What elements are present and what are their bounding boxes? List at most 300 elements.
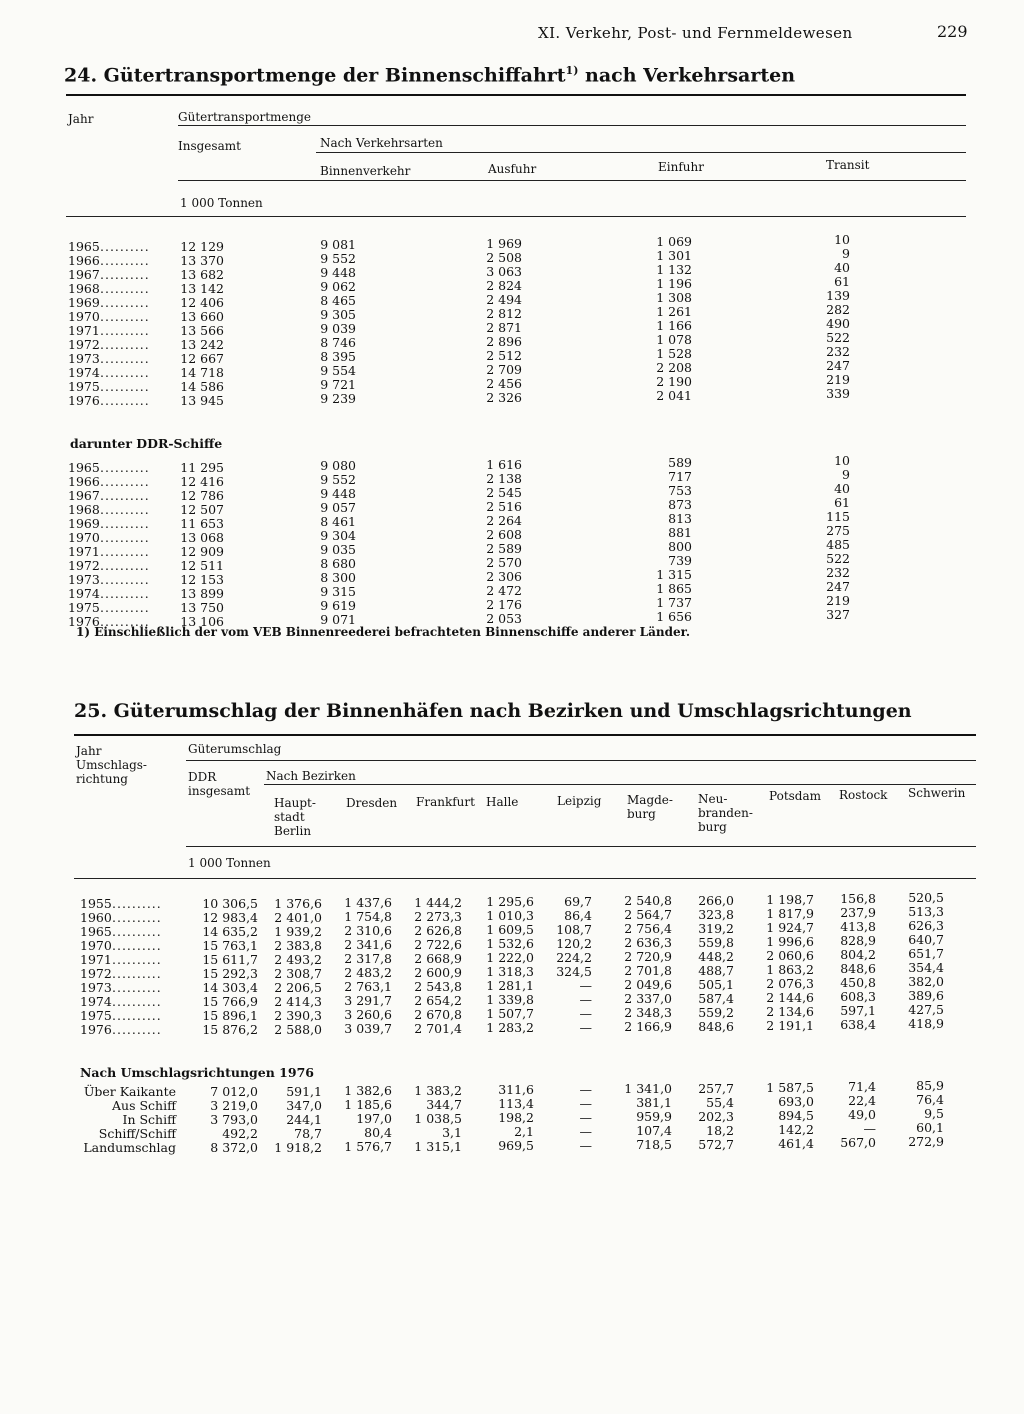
table-cell: 9,5 (924, 1106, 944, 1121)
table-cell: 22,4 (848, 1093, 876, 1108)
header-line: branden- (698, 806, 753, 820)
table-cell: 244,1 (286, 1112, 322, 1127)
table-cell: 1 969 (486, 236, 522, 251)
table-cell: 828,9 (840, 933, 876, 948)
leader-dots: .......... (100, 239, 150, 254)
row-year: 1974 (80, 994, 112, 1009)
table24-top-rule (66, 94, 966, 96)
table-cell: 3 219,0 (210, 1098, 258, 1113)
table24-group-header: Gütertransportmenge (178, 110, 312, 124)
table-cell: 120,2 (556, 936, 592, 951)
table25-group-header: Güterumschlag (188, 742, 282, 756)
table-cell: — (579, 978, 592, 993)
table-cell: 2 812 (486, 306, 522, 321)
table-cell: 2 456 (486, 376, 522, 391)
table-cell: 9 552 (320, 251, 356, 266)
table-cell: — (579, 992, 592, 1007)
table-cell: 413,8 (840, 919, 876, 934)
row-label: Schiff/Schiff (98, 1126, 176, 1141)
table-cell: 18,2 (706, 1123, 734, 1138)
table-cell: 848,6 (840, 961, 876, 976)
table-cell: 608,3 (840, 989, 876, 1004)
table-cell: 12 786 (180, 488, 224, 503)
table25-year-dir-header (76, 744, 147, 786)
table-cell: 1 315,1 (414, 1139, 462, 1154)
table-cell: 2 508 (486, 250, 522, 265)
table-cell: 461,4 (778, 1136, 814, 1151)
table-cell: 1 376,6 (274, 896, 322, 911)
table-cell: 11 653 (180, 516, 224, 531)
table-cell: 2 756,4 (624, 921, 672, 936)
table-cell: 382,0 (908, 974, 944, 989)
table-cell: 2 871 (486, 320, 522, 335)
table-cell: 2 600,9 (414, 965, 462, 980)
table-cell: 2 326 (486, 390, 522, 405)
table-cell: 2 543,8 (414, 979, 462, 994)
table-cell: 2 317,8 (344, 951, 392, 966)
table24-total-header: Insgesamt (178, 139, 241, 153)
row-year: 1974 (68, 586, 100, 601)
table-cell: 2 589 (486, 541, 522, 556)
leader-dots: .......... (112, 952, 162, 967)
table-cell: 2 191,1 (766, 1018, 814, 1033)
table25-subgroup-rule (264, 784, 976, 785)
leader-dots: .......... (100, 253, 150, 268)
table-cell: 9 552 (320, 472, 356, 487)
table24-title-main: 24. Gütertransportmenge der Binnenschiffahrt (64, 64, 566, 87)
table-cell: 1 038,5 (414, 1111, 462, 1126)
table-cell: 873 (668, 497, 692, 512)
table-cell: 1 865 (656, 581, 692, 596)
table-cell: 591,1 (286, 1084, 322, 1099)
table-cell: 3 793,0 (210, 1112, 258, 1127)
table-cell: 2 540,8 (624, 893, 672, 908)
table-cell: 597,1 (840, 1003, 876, 1018)
table-cell: 969,5 (498, 1138, 534, 1153)
row-year: 1970 (68, 530, 100, 545)
table-cell: 55,4 (706, 1095, 734, 1110)
table24-cols-rule (178, 180, 966, 181)
table-cell: 2 144,6 (766, 990, 814, 1005)
table-cell: 13 899 (180, 586, 224, 601)
table-cell: 2 570 (486, 555, 522, 570)
table-cell: 113,4 (498, 1096, 534, 1111)
table-cell: 1 996,6 (766, 934, 814, 949)
table-cell: 1 078 (656, 332, 692, 347)
table-cell: 3 260,6 (344, 1007, 392, 1022)
table-cell: 1 737 (656, 595, 692, 610)
table-cell: 2 390,3 (274, 1008, 322, 1023)
table-cell: 156,8 (840, 891, 876, 906)
table25-col-header (486, 795, 518, 809)
table-cell: 9 071 (320, 612, 356, 627)
leader-dots: .......... (100, 365, 150, 380)
table-cell: 12 909 (180, 544, 224, 559)
table-cell: 9 448 (320, 265, 356, 280)
table25-col-header (346, 796, 397, 810)
leader-dots: .......... (100, 530, 150, 545)
table-cell: 505,1 (698, 977, 734, 992)
table-cell: 13 945 (180, 393, 224, 408)
table-cell: 2 166,9 (624, 1019, 672, 1034)
table-cell: 266,0 (698, 893, 734, 908)
row-year: 1960 (80, 910, 112, 925)
table-cell: 1 939,2 (274, 924, 322, 939)
table-cell: 76,4 (916, 1092, 944, 1107)
table-cell: 9 (842, 467, 850, 482)
table24-subsection-label: darunter DDR-Schiffe (70, 436, 223, 451)
table-cell: 813 (668, 511, 692, 526)
table25-subgroup-header: Nach Bezirken (266, 769, 356, 783)
row-year: 1969 (68, 516, 100, 531)
table-cell: 2 306 (486, 569, 522, 584)
table-cell: 71,4 (848, 1079, 876, 1094)
table-cell: 2 494 (486, 292, 522, 307)
table-cell: 198,2 (498, 1110, 534, 1125)
table-cell: 1 069 (656, 234, 692, 249)
table-cell: 2 414,3 (274, 994, 322, 1009)
table-cell: 848,6 (698, 1019, 734, 1034)
table-cell: 1 437,6 (344, 895, 392, 910)
table24-col-transit: Transit (826, 158, 870, 172)
leader-dots: .......... (112, 966, 162, 981)
table24-col-einfuhr: Einfuhr (658, 160, 704, 174)
table-cell: 107,4 (636, 1123, 672, 1138)
table-cell: 2 310,6 (344, 923, 392, 938)
table-cell: 800 (668, 539, 692, 554)
header-line: stadt (274, 810, 305, 824)
row-year: 1976 (68, 614, 100, 629)
table-cell: 13 142 (180, 281, 224, 296)
table24-title-rest: nach Verkehrsarten (578, 64, 796, 87)
table-cell: 638,4 (840, 1017, 876, 1032)
table-cell: 626,3 (908, 918, 944, 933)
table-cell: 11 295 (180, 460, 224, 475)
table-cell: 13 750 (180, 600, 224, 615)
table-cell: 2,1 (514, 1124, 534, 1139)
table-cell: 9 554 (320, 363, 356, 378)
table-cell: 86,4 (564, 908, 592, 923)
table-cell: 1 924,7 (766, 920, 814, 935)
table-cell: 78,7 (294, 1126, 322, 1141)
table-cell: 559,8 (698, 935, 734, 950)
table-cell: 2 516 (486, 499, 522, 514)
table-cell: 1 507,7 (486, 1006, 534, 1021)
header-line: Magde- (627, 793, 673, 807)
leader-dots: .......... (100, 558, 150, 573)
table-cell: 219 (826, 593, 850, 608)
table-cell: 3 291,7 (344, 993, 392, 1008)
table-cell: 12 983,4 (202, 910, 258, 925)
table-cell: 2 383,8 (274, 938, 322, 953)
table-cell: 640,7 (908, 932, 944, 947)
table-cell: 485 (826, 537, 850, 552)
table-cell: 2 337,0 (624, 991, 672, 1006)
table-cell: 232 (826, 344, 850, 359)
table25-subsection-label: Nach Umschlagsrichtungen 1976 (80, 1065, 314, 1080)
table-cell: 1 318,3 (486, 964, 534, 979)
table-cell: 513,3 (908, 904, 944, 919)
row-year: 1968 (68, 502, 100, 517)
table-cell: 115 (826, 509, 850, 524)
header-line: Leipzig (557, 794, 602, 808)
table-cell: 1 196 (656, 276, 692, 291)
row-year: 1965 (80, 924, 112, 939)
row-year: 1975 (80, 1008, 112, 1023)
leader-dots: .......... (100, 281, 150, 296)
table-cell: 2 060,6 (766, 948, 814, 963)
table24-title (64, 64, 795, 86)
table-cell: 1 198,7 (766, 892, 814, 907)
table-cell: 2 341,6 (344, 937, 392, 952)
row-year: 1966 (68, 474, 100, 489)
table-cell: 488,7 (698, 963, 734, 978)
table-cell: 1 132 (656, 262, 692, 277)
table-cell: 9 039 (320, 321, 356, 336)
table24-subgroup-rule (316, 152, 966, 153)
leader-dots: .......... (100, 488, 150, 503)
table-cell: 739 (668, 553, 692, 568)
table-cell: 2 722,6 (414, 937, 462, 952)
table25-top-rule (74, 734, 976, 736)
table-cell: 2 348,3 (624, 1005, 672, 1020)
row-year: 1976 (80, 1022, 112, 1037)
table-cell: 2 701,8 (624, 963, 672, 978)
table-cell: 8 461 (320, 514, 356, 529)
table-cell: 2 709 (486, 362, 522, 377)
table-cell: 2 273,3 (414, 909, 462, 924)
table-cell: 8 395 (320, 349, 356, 364)
table-cell: 2 720,9 (624, 949, 672, 964)
table25-unit: 1 000 Tonnen (188, 856, 271, 870)
table25-col-header (769, 789, 821, 803)
page-number: 229 (937, 22, 968, 41)
table-cell: 1 339,8 (486, 992, 534, 1007)
table-cell: 49,0 (848, 1107, 876, 1122)
table25-col-header (698, 792, 753, 834)
table-cell: 2 512 (486, 348, 522, 363)
table-cell: 13 566 (180, 323, 224, 338)
table-cell: 15 292,3 (202, 966, 258, 981)
leader-dots: .......... (112, 980, 162, 995)
table-cell: 2 608 (486, 527, 522, 542)
table-cell: — (579, 1124, 592, 1139)
row-year: 1966 (68, 253, 100, 268)
table-cell: 61 (834, 274, 850, 289)
table-cell: 522 (826, 330, 850, 345)
table-cell: 9 315 (320, 584, 356, 599)
table-cell: 10 (834, 232, 850, 247)
table-cell: — (863, 1121, 876, 1136)
table25-title: 25. Güterumschlag der Binnenhäfen nach Bezirken und Umschlagsrichtungen (74, 700, 912, 722)
table-cell: 1 185,6 (344, 1097, 392, 1112)
header-line: burg (627, 807, 656, 821)
row-year: 1968 (68, 281, 100, 296)
table-cell: 2 049,6 (624, 977, 672, 992)
table-cell: 8 746 (320, 335, 356, 350)
leader-dots: .......... (100, 351, 150, 366)
table-cell: 12 667 (180, 351, 224, 366)
table-cell: 13 242 (180, 337, 224, 352)
table-cell: 2 206,5 (274, 980, 322, 995)
table-cell: 9 448 (320, 486, 356, 501)
row-label: Landumschlag (83, 1140, 176, 1155)
table-cell: 8 300 (320, 570, 356, 585)
header-line: burg (698, 820, 727, 834)
leader-dots: .......... (100, 295, 150, 310)
table-cell: 2 545 (486, 485, 522, 500)
table25-cols-rule (186, 846, 976, 847)
leader-dots: .......... (100, 393, 150, 408)
table-cell: 9 081 (320, 237, 356, 252)
table-cell: 9 304 (320, 528, 356, 543)
table-cell: 2 053 (486, 611, 522, 626)
leader-dots: .......... (100, 544, 150, 559)
row-year: 1973 (80, 980, 112, 995)
table-cell: 1 532,6 (486, 936, 534, 951)
table-cell: 567,0 (840, 1135, 876, 1150)
table-cell: 753 (668, 483, 692, 498)
table-cell: 559,2 (698, 1005, 734, 1020)
leader-dots: .......... (112, 1022, 162, 1037)
table-cell: 522 (826, 551, 850, 566)
table-cell: 15 766,9 (202, 994, 258, 1009)
header-line: Schwerin (908, 786, 966, 800)
table-cell: 324,5 (556, 964, 592, 979)
table-cell: 1 308 (656, 290, 692, 305)
table-cell: 247 (826, 579, 850, 594)
row-label: Aus Schiff (112, 1098, 176, 1113)
table-cell: 14 586 (180, 379, 224, 394)
chapter-header: XI. Verkehr, Post- und Fernmeldewesen (538, 24, 853, 42)
table-cell: 13 370 (180, 253, 224, 268)
table-cell: 354,4 (908, 960, 944, 975)
header-line: Neu- (698, 792, 728, 806)
leader-dots: .......... (100, 572, 150, 587)
table-cell: 319,2 (698, 921, 734, 936)
table-cell: — (579, 1110, 592, 1125)
table-cell: 2 308,7 (274, 966, 322, 981)
table-cell: 10 306,5 (202, 896, 258, 911)
table-cell: 311,6 (498, 1082, 534, 1097)
table-cell: 1 576,7 (344, 1139, 392, 1154)
table-cell: 108,7 (556, 922, 592, 937)
table-cell: 2 483,2 (344, 965, 392, 980)
table-cell: 1 817,9 (766, 906, 814, 921)
header-line: Frankfurt (416, 795, 475, 809)
table-cell: 1 656 (656, 609, 692, 624)
table-cell: 2 176 (486, 597, 522, 612)
table-cell: 3 063 (486, 264, 522, 279)
table-cell: 15 896,1 (202, 1008, 258, 1023)
table-cell: 8 465 (320, 293, 356, 308)
table-cell: 14 635,2 (202, 924, 258, 939)
table-cell: 693,0 (778, 1094, 814, 1109)
header-line: Berlin (274, 824, 312, 838)
leader-dots: .......... (100, 337, 150, 352)
table-cell: 347,0 (286, 1098, 322, 1113)
table25-col-header (274, 796, 316, 838)
table-cell: 1 281,1 (486, 978, 534, 993)
table24-header-bottom-rule (66, 216, 966, 217)
table-cell: 9 239 (320, 391, 356, 406)
table-cell: 14 303,4 (202, 980, 258, 995)
table-cell: 587,4 (698, 991, 734, 1006)
table-cell: 9 057 (320, 500, 356, 515)
table-cell: 142,2 (778, 1122, 814, 1137)
row-year: 1969 (68, 295, 100, 310)
table-cell: — (579, 1020, 592, 1035)
table-cell: 12 406 (180, 295, 224, 310)
row-year: 1967 (68, 488, 100, 503)
table-cell: 3,1 (442, 1125, 462, 1140)
table-cell: — (579, 1138, 592, 1153)
table25-col-header (839, 788, 887, 802)
leader-dots: .......... (100, 323, 150, 338)
table-cell: 1 301 (656, 248, 692, 263)
table-cell: 9 619 (320, 598, 356, 613)
row-year: 1976 (68, 393, 100, 408)
table-cell: 40 (834, 260, 850, 275)
table-cell: 2 401,0 (274, 910, 322, 925)
table-cell: 2 668,9 (414, 951, 462, 966)
row-year: 1971 (80, 952, 112, 967)
leader-dots: .......... (100, 586, 150, 601)
table-cell: 197,0 (356, 1111, 392, 1126)
table-cell: 1 528 (656, 346, 692, 361)
table-cell: 12 129 (180, 239, 224, 254)
table-cell: 1 010,3 (486, 908, 534, 923)
table-cell: 12 507 (180, 502, 224, 517)
table-cell: 9 (842, 246, 850, 261)
table-cell: 804,2 (840, 947, 876, 962)
table-cell: 9 035 (320, 542, 356, 557)
leader-dots: .......... (112, 924, 162, 939)
leader-dots: .......... (100, 600, 150, 615)
table-cell: 2 208 (656, 360, 692, 375)
table-cell: 881 (668, 525, 692, 540)
table-cell: 80,4 (364, 1125, 392, 1140)
table-cell: 2 493,2 (274, 952, 322, 967)
table24-year-header: Jahr (68, 112, 94, 126)
header-line: richtung (76, 772, 128, 786)
table25-col-header (416, 795, 475, 809)
table-cell: 15 611,7 (202, 952, 258, 967)
table-cell: 8 680 (320, 556, 356, 571)
leader-dots: .......... (100, 309, 150, 324)
table24-col-ausfuhr: Ausfuhr (488, 162, 537, 176)
table-cell: 1 754,8 (344, 909, 392, 924)
table-cell: 85,9 (916, 1078, 944, 1093)
table-cell: 9 305 (320, 307, 356, 322)
table-cell: 12 416 (180, 474, 224, 489)
table-cell: 2 588,0 (274, 1022, 322, 1037)
table-cell: 418,9 (908, 1016, 944, 1031)
header-line: insgesamt (188, 784, 251, 798)
header-line: Umschlags- (76, 758, 147, 772)
table-cell: 224,2 (556, 950, 592, 965)
leader-dots: .......... (100, 614, 150, 629)
row-year: 1955 (80, 896, 112, 911)
table24-group-rule (178, 125, 966, 126)
table-cell: 2 654,2 (414, 993, 462, 1008)
row-year: 1972 (80, 966, 112, 981)
table-cell: 2 041 (656, 388, 692, 403)
table-cell: 232 (826, 565, 850, 580)
table-cell: 1 283,2 (486, 1020, 534, 1035)
table25-col-header (908, 786, 965, 800)
table24-footnote: 1) Einschließlich der vom VEB Binnenreederei befrachteten Binnenschiffe anderer Länder. (76, 625, 691, 639)
